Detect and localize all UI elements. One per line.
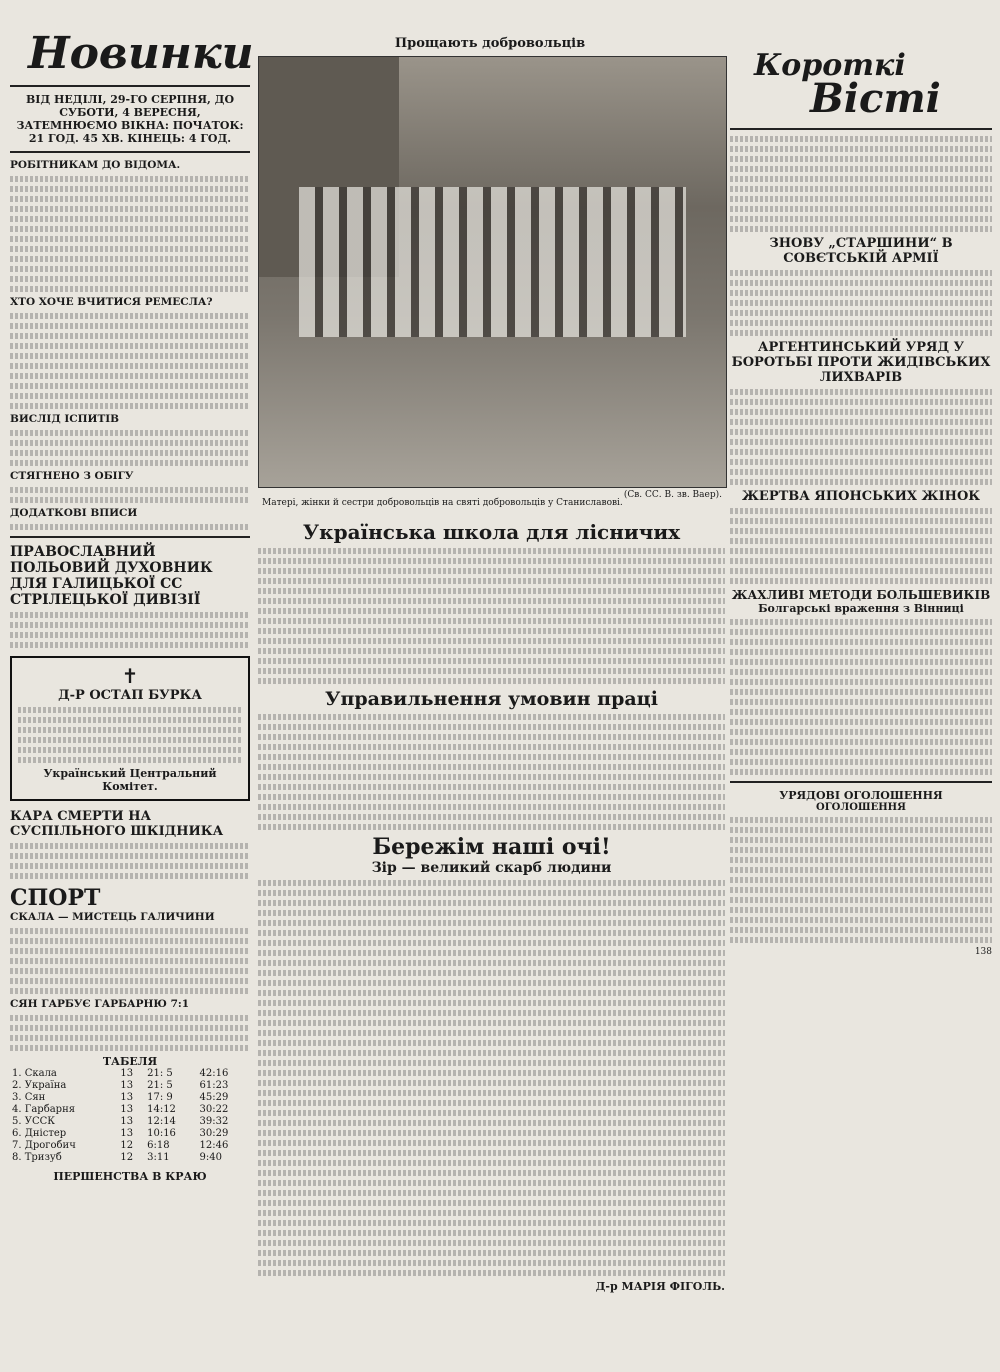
forestry-school-body [258, 548, 725, 684]
work-conditions-title: Управильнення умовин праці [325, 688, 658, 710]
workers-notice-title: РОБІТНИКАМ ДО ВІДОМА. [10, 159, 181, 171]
extra-enrollment-body [10, 524, 250, 530]
table-cell: 3:11 [147, 1152, 170, 1163]
right-title-1: ЗНОВУ „СТАРШИНИ“ В СОВЄТСЬКІЙ АРМІЇ [769, 236, 953, 266]
work-conditions-body [258, 714, 725, 830]
photo-caption-block [262, 490, 722, 509]
exams-title: ВИСЛІД ІСПИТІВ [10, 413, 120, 425]
table-cell: 45:29 [199, 1092, 229, 1103]
table-title: ТАБЕЛЯ [102, 1055, 158, 1068]
table-row [10, 1128, 250, 1140]
middle-column [255, 0, 725, 51]
table-row [10, 1068, 250, 1080]
official-notice-body [730, 817, 992, 943]
crafts-title: ХТО ХОЧЕ ВЧИТИСЯ РЕМЕСЛА? [10, 296, 213, 308]
right-body-2 [730, 389, 992, 485]
divider [10, 536, 250, 538]
right-title-2: АРГЕНТИНСЬКИЙ УРЯД У БОРОТЬБІ ПРОТИ ЖИДІВСЬКИХ ЛИХВАРІВ [731, 340, 991, 385]
sport-article2-title: СЯН ГАРБУЄ ГАРБАРНЮ 7:1 [10, 998, 190, 1010]
table-cell: 9:40 [199, 1152, 222, 1163]
priest-title: ПРАВОСЛАВНИЙ ПОЛЬОВИЙ ДУХОВНИК ДЛЯ ГАЛИЦЬКОЇ СС СТРІЛЕЦЬКОЇ ДИВІЗІЇ [10, 544, 213, 608]
obituary-signature: Український Центральний Комітет. [43, 767, 217, 793]
table-cell: 3. Сян [12, 1092, 46, 1103]
short-news-body [730, 136, 992, 232]
forestry-school-title: Українська школа для лісничих [302, 520, 681, 544]
official-notice-subtitle: ОГОЛОШЕННЯ [816, 802, 906, 813]
eyes-signature: Д-р МАРІЯ ФІГОЛЬ. [595, 1280, 725, 1293]
table-cell: 13 [120, 1068, 134, 1079]
crafts-body [10, 313, 250, 409]
table-cell: 4. Гарбарня [12, 1104, 76, 1115]
sport-article2-body [10, 1015, 250, 1051]
table-cell: 2. Україна [12, 1080, 67, 1091]
divider [730, 781, 992, 783]
sport-article1-body [10, 928, 250, 994]
right-body-3 [730, 508, 992, 584]
standings-table [10, 1068, 250, 1164]
table-cell: 12:14 [147, 1116, 176, 1127]
table-cell: 42:16 [199, 1068, 229, 1079]
table-row [10, 1140, 250, 1152]
table-cell: 13 [120, 1092, 134, 1103]
cup-title: ПЕРШЕНСТВА В КРАЮ [53, 1170, 207, 1183]
photo-credit: (Св. СС. В. зв. Ваер). [623, 490, 722, 500]
right-subtitle-4: Болгарські враження з Вінниці [758, 602, 964, 615]
table-cell: 12 [120, 1152, 134, 1163]
table-cell: 12 [120, 1140, 134, 1151]
page-number: 138 [974, 947, 992, 957]
table-cell: 7. Дрогобич [12, 1140, 76, 1151]
cross-icon: ✝ [121, 664, 139, 688]
table-cell: 10:16 [147, 1128, 176, 1139]
exams-body [10, 430, 250, 466]
obituary-box [10, 656, 250, 801]
death-sentence-body [10, 843, 250, 879]
divider [10, 151, 250, 153]
table-cell: 6:18 [147, 1140, 170, 1151]
workers-notice-body [10, 176, 250, 292]
table-cell: 61:23 [199, 1080, 229, 1091]
table-cell: 12:46 [199, 1140, 229, 1151]
left-column [10, 0, 254, 1183]
right-body-1 [730, 270, 992, 336]
photo-caption: Матері, жінки й сестри добровольців на святі добровольців у Станиславові. [262, 498, 623, 508]
table-cell: 13 [120, 1080, 134, 1091]
photo-headline: Прощають добровольців [394, 36, 586, 51]
priest-body [10, 612, 250, 648]
table-row [10, 1152, 250, 1164]
official-notices-title: УРЯДОВІ ОГОЛОШЕННЯ [779, 789, 943, 802]
obituary-name: Д-Р ОСТАП БУРКА [58, 688, 202, 703]
table-cell: 17: 9 [147, 1092, 173, 1103]
novynky-masthead: Новинки [28, 28, 254, 79]
sport-article1-title: СКАЛА — МИСТЕЦЬ ГАЛИЧИНИ [10, 911, 215, 923]
table-cell: 8. Тризуб [12, 1152, 62, 1163]
table-cell: 13 [120, 1128, 134, 1139]
eyes-body [258, 880, 725, 1276]
table-cell: 5. УССК [12, 1116, 55, 1127]
divider [730, 128, 992, 130]
table-row [10, 1116, 250, 1128]
extra-enrollment-title: ДОДАТКОВІ ВПИСИ [10, 507, 138, 519]
table-row [10, 1080, 250, 1092]
table-cell: 14:12 [147, 1104, 176, 1115]
table-cell: 6. Дністер [12, 1128, 67, 1139]
table-cell: 39:32 [199, 1116, 229, 1127]
short-news-masthead-2: Вісті [810, 75, 941, 122]
death-sentence-title: КАРА СМЕРТИ НА СУСПІЛЬНОГО ШКІДНИКА [10, 809, 224, 839]
table-cell: 13 [120, 1116, 134, 1127]
divider [10, 85, 250, 87]
table-cell: 30:29 [199, 1128, 229, 1139]
right-title-4: ЖАХЛИВІ МЕТОДИ БОЛЬШЕВИКІВ [731, 588, 991, 602]
short-news-masthead-1: Короткі [754, 48, 906, 83]
right-title-3: ЖЕРТВА ЯПОНСЬКИХ ЖІНОК [741, 489, 981, 504]
right-column [730, 0, 992, 957]
table-cell: 13 [120, 1104, 134, 1115]
withdrawn-title: СТЯГНЕНО З ОБІГУ [10, 470, 134, 482]
table-row [10, 1104, 250, 1116]
eyes-subtitle: Зір — великий скарб людини [371, 860, 612, 876]
table-cell: 1. Скала [12, 1068, 57, 1079]
middle-articles [258, 520, 725, 1293]
volunteers-photo [258, 56, 727, 488]
blackout-notice: ВІД НЕДІЛІ, 29-ГО СЕРПНЯ, ДО СУБОТИ, 4 ВЕРЕСНЯ, ЗАТЕМНЮЄМО ВІКНА: ПОЧАТОК: 21 ГОД. 45 ХВ. КІНЕЦЬ: 4 ГОД. [16, 93, 244, 145]
table-cell: 30:22 [199, 1104, 229, 1115]
obituary-body [18, 707, 242, 763]
eyes-title: Бережім наші очі! [372, 834, 611, 860]
table-row [10, 1092, 250, 1104]
table-cell: 21: 5 [147, 1068, 173, 1079]
table-cell: 21: 5 [147, 1080, 173, 1091]
right-body-4 [730, 619, 992, 775]
sport-heading: СПОРТ [10, 885, 101, 911]
withdrawn-body [10, 487, 250, 503]
